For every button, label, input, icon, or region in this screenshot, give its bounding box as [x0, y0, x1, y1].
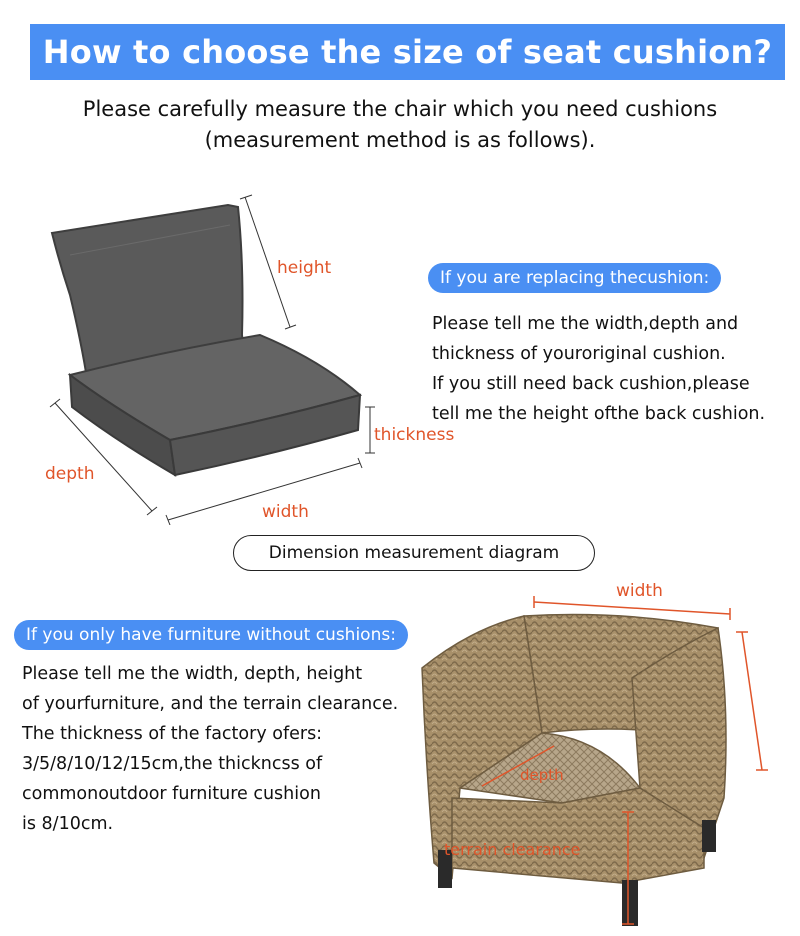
replacing-heading: If you are replacing thecushion: [428, 263, 721, 293]
furniture-line-4: 3/5/8/10/12/15cm,the thickncss of [22, 754, 323, 774]
intro-line-1: Please carefully measure the chair which you need cushions [82, 97, 718, 121]
chair-width-label: width [616, 581, 663, 601]
diagram-caption: Dimension measurement diagram [233, 535, 595, 571]
replacing-line-1: Please tell me the width,depth and [432, 314, 739, 334]
page-title: How to choose the size of seat cushion? [30, 24, 785, 80]
chair-depth-label: depth [520, 766, 564, 784]
furniture-line-2: of yourfurniture, and the terrain clearance. [22, 694, 399, 714]
chair-illustration [412, 588, 772, 928]
furniture-text [22, 659, 398, 839]
furniture-line-6: is 8/10cm. [22, 814, 114, 834]
furniture-heading: If you only have furniture without cushions: [14, 620, 408, 650]
width-label: width [262, 502, 309, 522]
chair-clearance-label: terrain clearance [444, 840, 581, 859]
chair-leg [702, 820, 716, 852]
replacing-text [432, 309, 765, 429]
intro-text [0, 94, 800, 156]
furniture-line-5: commonoutdoor furniture cushion [22, 784, 321, 804]
furniture-line-3: The thickness of the factory ofers: [22, 724, 323, 744]
chair-leg [622, 880, 638, 926]
replacing-line-2: thickness of youroriginal cushion. [432, 344, 726, 364]
thickness-label: thickness [374, 425, 455, 445]
height-label: height [277, 258, 332, 278]
depth-label: depth [45, 464, 95, 484]
furniture-line-1: Please tell me the width, depth, height [22, 664, 363, 684]
replacing-line-4: tell me the height ofthe back cushion. [432, 404, 766, 424]
replacing-line-3: If you still need back cushion,please [432, 374, 750, 394]
intro-line-2: (measurement method is as follows). [204, 128, 596, 152]
